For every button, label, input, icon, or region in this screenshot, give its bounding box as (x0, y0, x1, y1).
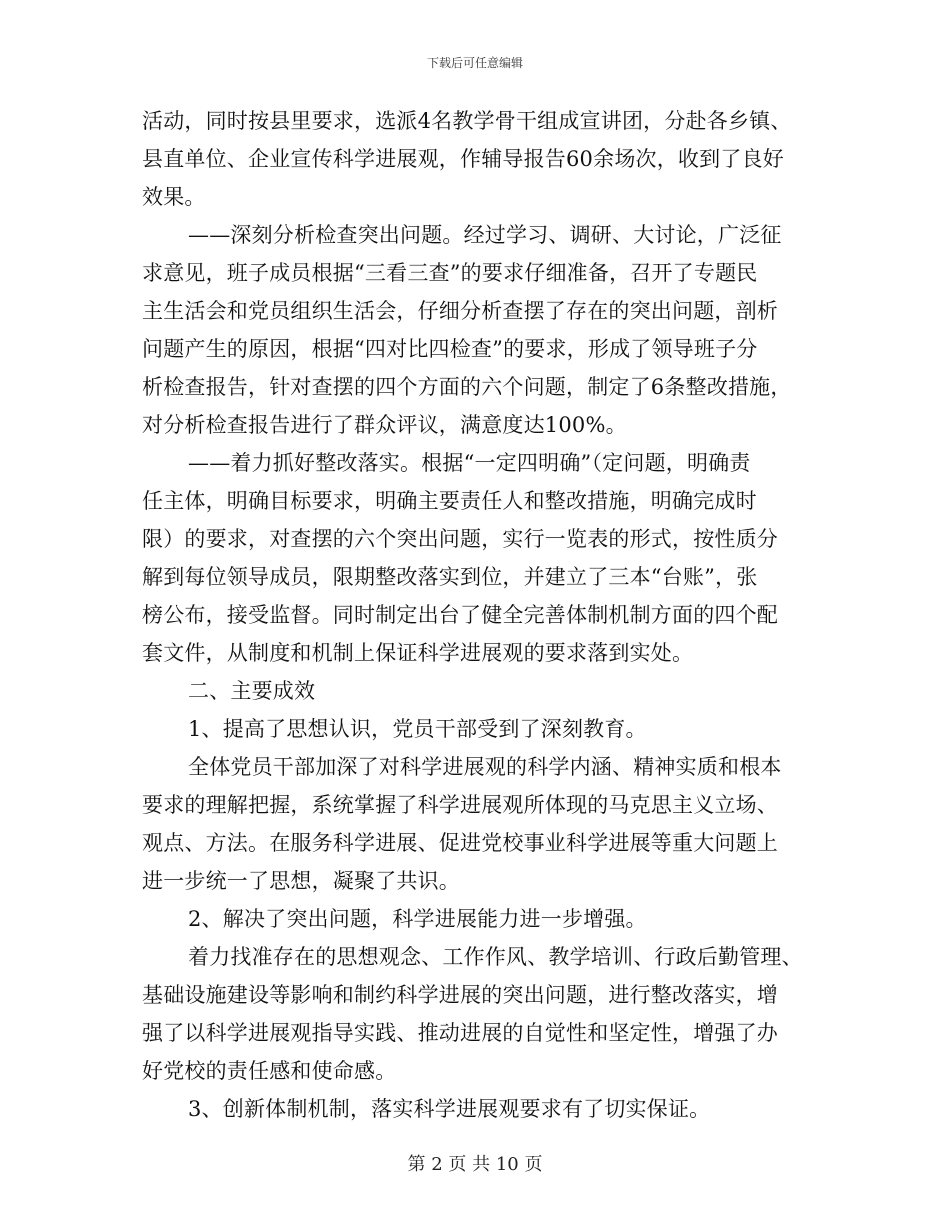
text-line: 榜公布，接受监督。同时制定出台了健全完善体制机制方面的四个配 (142, 603, 778, 627)
text-line: 好党校的责任感和使命感。 (142, 1059, 397, 1083)
text-line: 对分析检查报告进行了群众评议，满意度达100%。 (142, 413, 627, 437)
text-line: 全体党员干部加深了对科学进展观的科学内涵、精神实质和根本 (188, 755, 782, 779)
text-line: 观点、方法。在服务科学进展、促进党校事业科学进展等重大问题上 (142, 831, 778, 855)
text-line: 3、创新体制机制，落实科学进展观要求有了切实保证。 (188, 1097, 711, 1121)
text-line: ——着力抓好整改落实。根据“一定四明确”（定问题，明确责 (188, 451, 751, 475)
text-line: 主生活会和党员组织生活会，仔细分析查摆了存在的突出问题，剖析 (142, 299, 778, 323)
text-line: 解到每位领导成员，限期整改落实到位，并建立了三本“台账”，张 (142, 565, 758, 589)
text-line: 2、解决了突出问题，科学进展能力进一步增强。 (188, 907, 647, 931)
text-line: 析检查报告，针对查摆的四个方面的六个问题，制定了6条整改措施， (142, 375, 792, 399)
text-line: 要求的理解把握，系统掌握了科学进展观所体现的马克思主义立场、 (142, 793, 778, 817)
text-line: 着力找准存在的思想观念、工作作风、教学培训、行政后勤管理、 (188, 945, 803, 969)
page-footer: 第 2 页 共 10 页 (407, 1154, 543, 1175)
text-line: 效果。 (142, 185, 206, 209)
text-line: ——深刻分析检查突出问题。经过学习、调研、大讨论，广泛征 (188, 223, 782, 247)
text-line: 限）的要求，对查摆的六个突出问题，实行一览表的形式，按性质分 (142, 527, 778, 551)
text-line: 1、提高了思想认识，党员干部受到了深刻教育。 (188, 717, 647, 741)
page-header: 下载后可任意编辑 (426, 56, 523, 70)
text-line: 二、主要成效 (188, 679, 316, 703)
text-line: 进一步统一了思想，凝聚了共识。 (142, 869, 460, 893)
text-line: 套文件，从制度和机制上保证科学进展观的要求落到实处。 (142, 641, 694, 665)
document-body (142, 102, 806, 1128)
text-line: 强了以科学进展观指导实践、推动进展的自觉性和坚定性，增强了办 (142, 1021, 778, 1045)
text-line: 任主体，明确目标要求，明确主要责任人和整改措施，明确完成时 (142, 489, 757, 513)
text-line: 活动，同时按县里要求，选派4名教学骨干组成宣讲团，分赴各乡镇、 (142, 109, 792, 133)
text-line: 问题产生的原因，根据“四对比四检查”的要求，形成了领导班子分 (142, 337, 758, 361)
text-line: 基础设施建设等影响和制约科学进展的突出问题，进行整改落实，增 (142, 983, 778, 1007)
text-line: 求意见，班子成员根据“三看三查”的要求仔细准备，召开了专题民 (142, 261, 758, 285)
text-line: 县直单位、企业宣传科学进展观，作辅导报告60余场次，收到了良好 (142, 147, 784, 171)
